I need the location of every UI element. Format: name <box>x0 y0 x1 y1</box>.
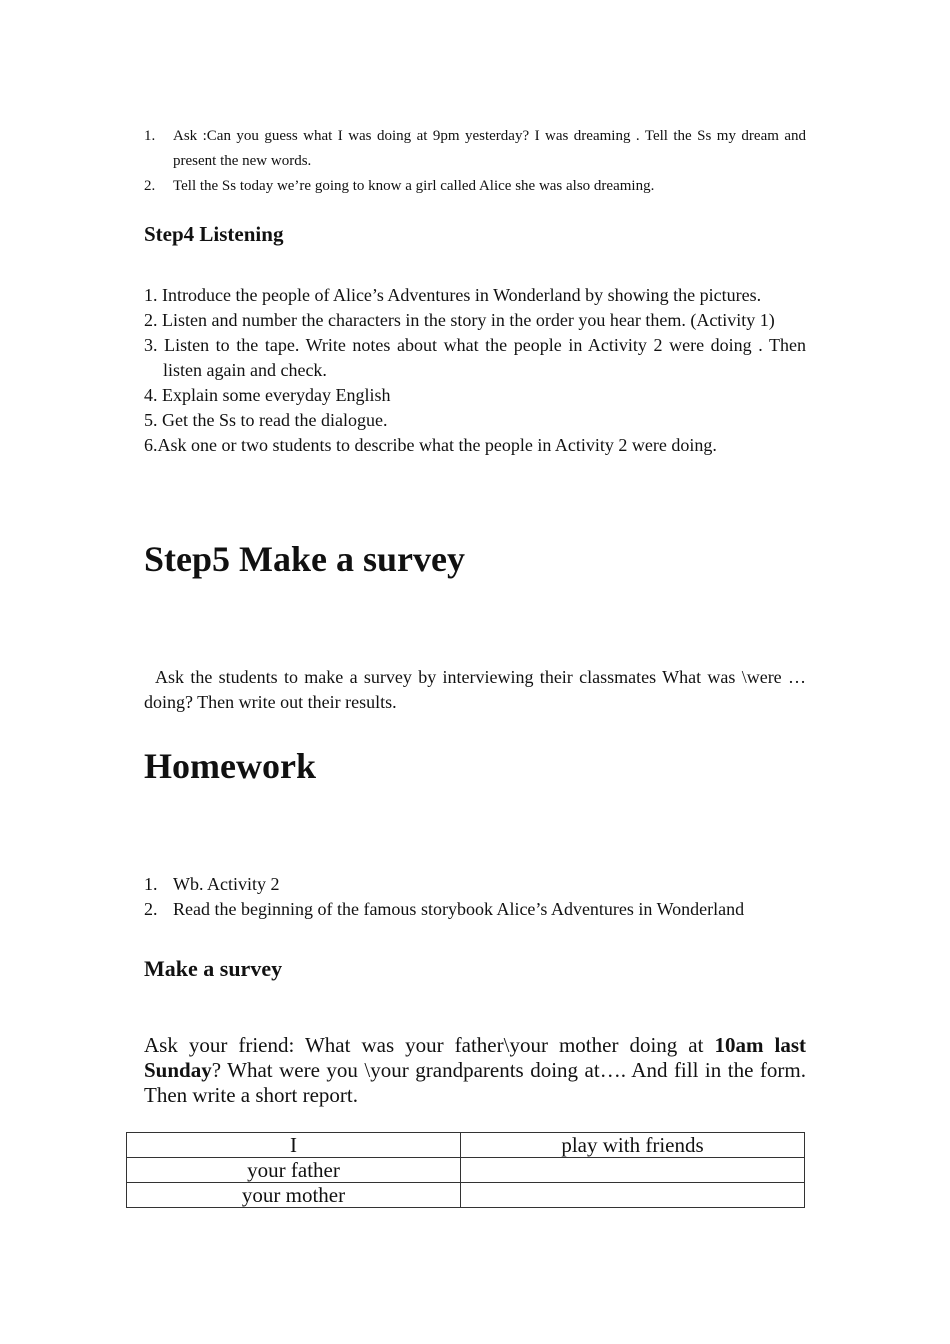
list-text: Wb. Activity 2 <box>173 874 280 894</box>
intro-list <box>144 124 806 199</box>
list-item <box>144 174 806 199</box>
list-text: Ask :Can you guess what I was doing at 9pm yesterday? I was dreaming . Tell the Ss my dream and present the new words. <box>173 128 806 169</box>
table-row <box>127 1183 805 1208</box>
instructions-bold: 10am last Sunday <box>144 1033 806 1082</box>
homework-heading: Homework <box>144 746 316 786</box>
instructions-text: ? What were you \your grandparents doing at…. And fill in the form. Then write a short report. <box>144 1058 806 1107</box>
table-row <box>127 1158 805 1183</box>
table-cell: your mother <box>127 1183 461 1208</box>
list-number: 2. <box>144 899 158 919</box>
survey-instructions <box>144 1033 806 1108</box>
list-item: 3. Listen to the tape. Write notes about what the people in Activity 2 were doing . Then listen again and check. <box>144 335 806 380</box>
step5-text: Ask the students to make a survey by interviewing their classmates What was \were … doing? Then write out their results. <box>144 667 806 712</box>
step5-heading: Step5 Make a survey <box>144 539 465 579</box>
list-number: 1. <box>144 128 156 144</box>
table-cell: play with friends <box>461 1133 805 1158</box>
list-number: 2. <box>144 178 156 194</box>
list-item: 1. Introduce the people of Alice’s Adventures in Wonderland by showing the pictures. <box>144 285 762 305</box>
step4-list <box>144 283 806 458</box>
list-item: 2. Listen and number the characters in the story in the order you hear them. (Activity 1) <box>144 310 775 330</box>
table-cell <box>461 1183 805 1208</box>
survey-heading: Make a survey <box>144 956 283 981</box>
table-cell <box>461 1158 805 1183</box>
list-item <box>144 897 806 922</box>
survey-table <box>126 1132 805 1208</box>
table-cell: I <box>127 1133 461 1158</box>
homework-list <box>144 872 806 922</box>
step4-heading: Step4 Listening <box>144 222 284 246</box>
table-cell: your father <box>127 1158 461 1183</box>
list-item: 6.Ask one or two students to describe what the people in Activity 2 were doing. <box>144 435 717 455</box>
list-item <box>144 872 806 897</box>
table-row <box>127 1133 805 1158</box>
list-number: 1. <box>144 874 158 894</box>
list-text: Tell the Ss today we’re going to know a girl called Alice she was also dreaming. <box>173 178 655 194</box>
list-text: Read the beginning of the famous storybook Alice’s Adventures in Wonderland <box>173 899 745 919</box>
list-item <box>144 124 806 174</box>
instructions-text: Ask your friend: What was your father\your mother doing at <box>144 1033 715 1057</box>
list-item: 4. Explain some everyday English <box>144 385 391 405</box>
list-item: 5. Get the Ss to read the dialogue. <box>144 410 388 430</box>
